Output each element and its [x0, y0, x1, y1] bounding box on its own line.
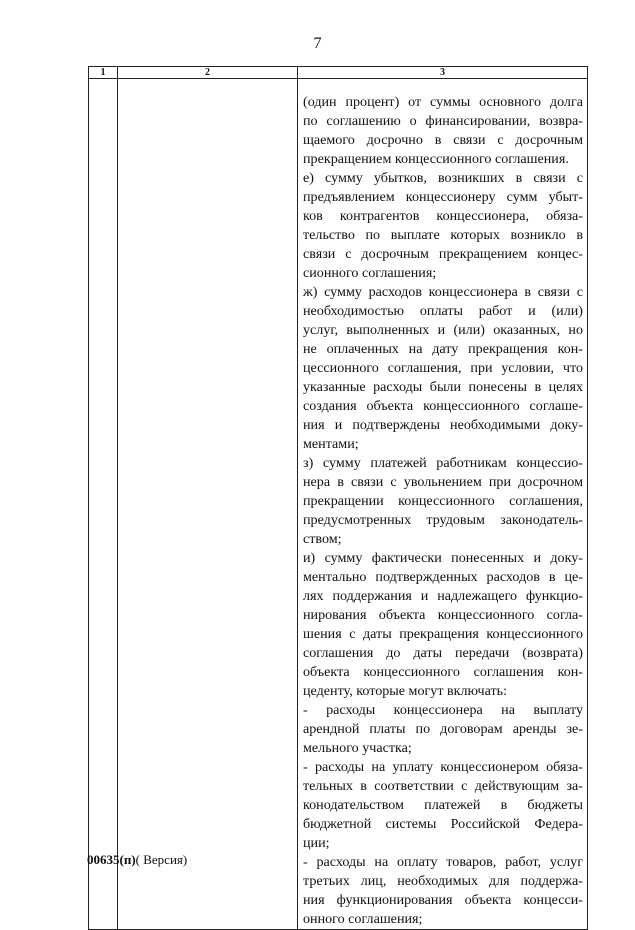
text-line: мельного участка;	[303, 740, 412, 756]
table-header-row	[89, 67, 588, 79]
text-line: ством;	[303, 531, 342, 547]
text-line: не оплаченных на дату прекращения кон-	[303, 341, 583, 357]
text-line: ния и подтверждены необходимыми доку-	[303, 417, 583, 433]
table-cell-col1	[89, 79, 118, 930]
text-line: - расходы на оплату товаров, работ, услуг	[303, 854, 583, 870]
text-line: конодательством платежей в бюджеты	[303, 797, 583, 813]
text-line: ции;	[303, 835, 330, 851]
text-line: тельство по выплате которых возникло в	[303, 227, 583, 243]
document-footer	[87, 852, 187, 868]
cell-text-col3	[298, 79, 587, 929]
text-line: бюджетной системы Российской Федера-	[303, 816, 583, 832]
document-code: 00635(п)	[87, 852, 136, 867]
text-line: соглашения до даты передачи (возврата)	[303, 645, 583, 661]
text-line: предусмотренных трудовым законодатель-	[303, 512, 583, 528]
page-number: 7	[313, 35, 322, 52]
text-line: сионного соглашения;	[303, 265, 437, 281]
table-cell-col2	[118, 79, 298, 930]
text-line: создания объекта концессионного соглаше-	[303, 398, 583, 414]
text-line: необходимостью оплаты работ и (или)	[303, 303, 583, 319]
text-line: - расходы на уплату концессионером обяза-	[303, 759, 583, 775]
column-header-1: 1	[89, 67, 118, 79]
text-line: е) сумму убытков, возникших в связи с	[303, 170, 583, 186]
text-line: щаемого досрочно в связи с досрочным	[303, 132, 583, 148]
text-line: онного соглашения;	[303, 911, 423, 927]
text-line: прекращением концессионного соглашения.	[303, 151, 569, 167]
text-line: третьих лиц, необходимых для поддержа-	[303, 873, 583, 889]
text-line: прекращении концессионного соглашения,	[303, 493, 583, 509]
text-line: цеденту, которые могут включать:	[303, 683, 508, 699]
text-line: (один процент) от суммы основного долга	[303, 94, 583, 110]
text-line: арендной платы по договорам аренды зе-	[303, 721, 583, 737]
column-header-2: 2	[118, 67, 298, 79]
column-header-3: 3	[298, 67, 588, 79]
version-label: ( Версия)	[135, 852, 188, 867]
text-line: и) сумму фактически понесенных и доку-	[303, 550, 583, 566]
text-line: ментально подтвержденных расходов в це-	[303, 569, 583, 585]
text-line: объекта концессионного соглашения кон-	[303, 664, 583, 680]
text-line: лях поддержания и надлежащего функцио-	[303, 588, 583, 604]
text-line: ж) сумму расходов концессионера в связи с	[303, 284, 583, 300]
text-line: указанные расходы были понесены в целях	[303, 379, 583, 395]
text-line: шения с даты прекращения концессионного	[303, 626, 583, 642]
text-line: з) сумму платежей работникам концессио-	[303, 455, 583, 471]
text-line: ния функционирования объекта концесси-	[303, 892, 583, 908]
text-line: нирования объекта концессионного согла-	[303, 607, 583, 623]
text-line: по соглашению о финансировании, возвра-	[303, 113, 583, 129]
text-line: - расходы концессионера на выплату	[303, 702, 583, 718]
text-line: нера в связи с увольнением при досрочном	[303, 474, 583, 490]
table-row	[89, 79, 588, 930]
text-line: услуг, выполненных и (или) оказанных, но	[303, 322, 583, 338]
document-table	[88, 66, 588, 930]
text-line: цессионного соглашения, при условии, что	[303, 360, 583, 376]
text-line: предъявлением концессионеру сумм убыт-	[303, 189, 583, 205]
table-cell-col3	[298, 79, 588, 930]
text-line: ментами;	[303, 436, 359, 452]
text-line: ков контрагентов концессионера, обяза-	[303, 208, 583, 224]
text-line: связи с досрочным прекращением концес-	[303, 246, 583, 262]
text-line: тельных в соответствии с действующим за-	[303, 778, 583, 794]
